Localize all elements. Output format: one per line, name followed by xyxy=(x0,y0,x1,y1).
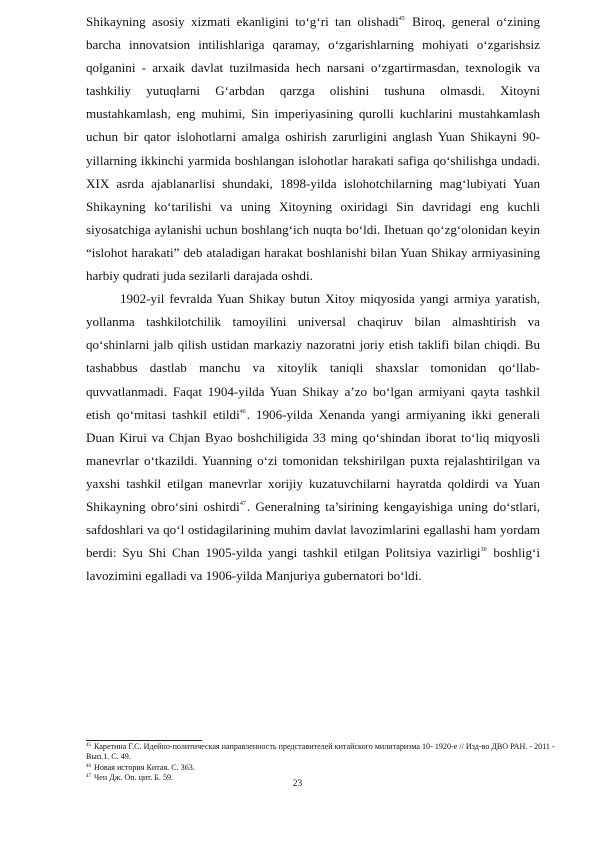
footnote-number: 46 xyxy=(86,763,91,769)
paragraph-2-text-c: . Generalning ta’sirining kengayishiga uning do‘stlari, safdoshlari va qo‘l ostidagilarining muhim davlat lavozimlarini egallashi ham yordam berdi: Syu Shi Chan 1905-yilda yangi tashkil etilgan Politsiya vazirligi xyxy=(86,498,540,561)
footnote-ref-30[interactable]: 30 xyxy=(480,547,487,554)
paragraph-2-text-d: boshlig‘i lavozimini egalladi va 1906-yilda Manjuriya gubernatori bo‘ldi. xyxy=(86,545,540,584)
footnote-ref-46[interactable]: 46 xyxy=(239,408,246,415)
paragraph-2-text-b: . 1906-yilda Xenanda yangi armiyaning ikki generali Duan Kirui va Chjan Byao boshchiligida 33 ming qo‘shindan iborat to‘liq miqyosli manevrlar o‘tkazildi. Yuanning o‘zi tomonidan tekshirilgan puxta rejalashtirilgan va yaxshi tashkil etilgan manevrlar xorijiy kuzatuvchilarni hayratda qoldirdi va Yuan Shikayning obro‘sini oshirdi xyxy=(86,406,540,514)
footnote-number: 45 xyxy=(86,743,91,748)
paragraph-2-text-a: 1902-yil fevralda Yuan Shikay butun Xitoy miqyosida yangi armiya yaratish, yollanma tashkilotchilik tamoyilini universal chaqiruv bilan almashtirish va qo‘shinlarni jalb qilish ustidan markaziy nazoratni joriy etish taklifi bilan chiqdi. Bu tashabbus dastlab manchu va xitoylik taniqli shaxslar tomonidan qo‘llab-quvvatlanmadi. Faqat 1904-yilda Yuan Shikay a’zo bo‘lgan armiyani qayta tashkil etish qo‘mitasi tashkil etildi xyxy=(86,291,540,422)
footnote-number: 47 xyxy=(86,774,91,780)
footnote-text: Новая история Китая. С. 363. xyxy=(94,762,195,772)
footnote-separator xyxy=(86,740,202,741)
paragraph-2 xyxy=(86,287,540,587)
footnote-45 xyxy=(86,742,558,763)
paragraph-1-text-b: Biroq, general o‘zining barcha innovatsion intilishlariga qaramay, o‘zgarishlarning mohiyati o‘zgarishsiz qolganini - arxaik davlat tuzilmasida hech narsani o‘zgartirmasdan, texnologik va tashkiliy yutuqlarni G‘arbdan qarzga olishini tushuna olmasdi. Xitoyni mustahkamlash, eng muhimi, Sin imperiyasining qurolli kuchlarini mustahkamlash uchun bir qator islohotlarni amalga oshirish zarurligini anglash Yuan Shikayni 90-yillarning ikkinchi yarmida boshlangan islohotlar harakati safiga qo‘shilishga undadi. XIX asrda ajablanarlisi shundaki, 1898-yilda islohotchilarning mag‘lubiyati Yuan Shikayning ko‘tarilishi va uning Xitoyning oxiridagi Sin davridagi eng kuchli siyosatchiga aylanishi uchun boshlang‘ich nuqta bo‘ldi. Ihetuan qo‘zg‘olonidan keyin “islohot harakati” deb ataladigan harakat boshlanishi bilan Yuan Shikay armiyasining harbiy qudrati juda sezilarli darajada oshdi. xyxy=(86,14,540,284)
footnote-ref-47[interactable]: 47 xyxy=(239,500,246,507)
footnote-46 xyxy=(86,763,558,773)
footnote-ref-45[interactable]: 45 xyxy=(398,16,405,22)
page-body xyxy=(86,10,540,587)
footnote-text: Чен Дж. Оп. цит. Б. 59. xyxy=(94,773,174,783)
page-number: 23 xyxy=(292,779,303,789)
footnote-text: Каретина Г.С. Идейно-политическая направленность представителей китайского милитаризма 10- 1920-е // Изд-во ДВО РАН. - 2011 - Вып.1. С. 49. xyxy=(86,742,555,762)
paragraph-1-text-a: Shikayning asosiy xizmati ekanligini to‘g‘ri tan olishadi xyxy=(86,14,399,29)
paragraph-1 xyxy=(86,10,540,287)
